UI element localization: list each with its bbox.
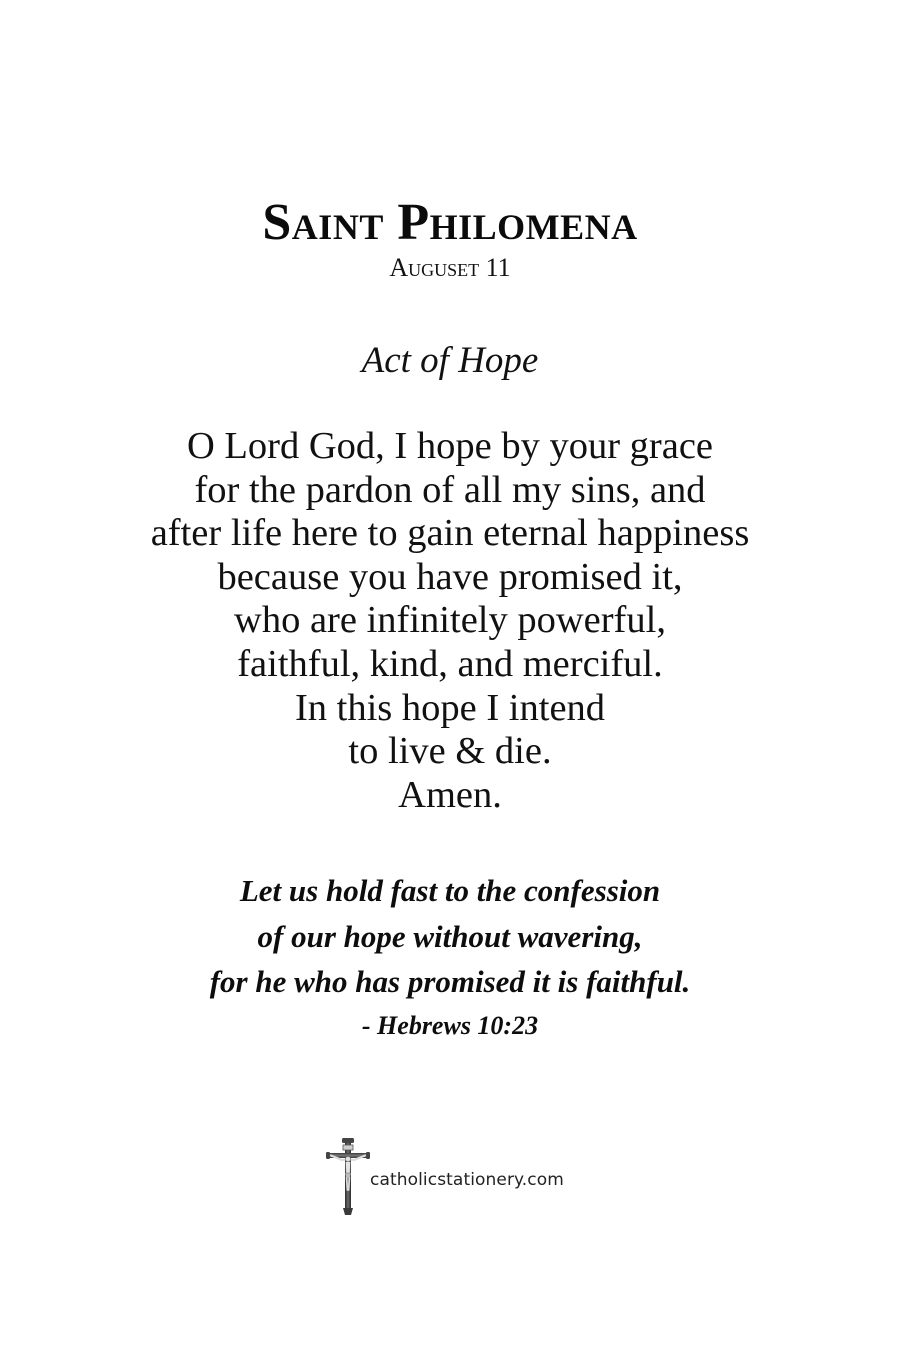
- prayer-line: Amen.: [398, 773, 502, 816]
- website-link[interactable]: catholicstationery.com: [370, 1170, 564, 1190]
- scripture-line: for he who has promised it is faithful.: [209, 964, 691, 999]
- footer-logo: [326, 1136, 576, 1218]
- prayer-line: to live & die.: [348, 730, 552, 773]
- scripture-quote: [0, 868, 900, 1005]
- prayer-text: [0, 425, 900, 817]
- feast-date: Auguset 11: [389, 253, 511, 282]
- scripture-line: of our hope without wavering,: [257, 918, 643, 954]
- prayer-title: Act of Hope: [361, 340, 539, 381]
- scripture-line: Let us hold fast to the confession: [239, 873, 661, 908]
- prayer-line: after life here to gain eternal happiness: [150, 512, 750, 555]
- prayer-line: who are infinitely powerful,: [234, 599, 666, 642]
- prayer-line: O Lord God, I hope by your grace: [186, 425, 713, 467]
- scripture-citation: - Hebrews 10:23: [361, 1011, 539, 1040]
- prayer-line: In this hope I intend: [294, 686, 606, 729]
- prayer-line: faithful, kind, and merciful.: [237, 642, 663, 685]
- crucifix-icon: [326, 1136, 370, 1218]
- page-title: Saint Philomena: [262, 194, 638, 251]
- prayer-line: for the pardon of all my sins, and: [194, 468, 706, 511]
- prayer-line: because you have promised it,: [217, 555, 683, 598]
